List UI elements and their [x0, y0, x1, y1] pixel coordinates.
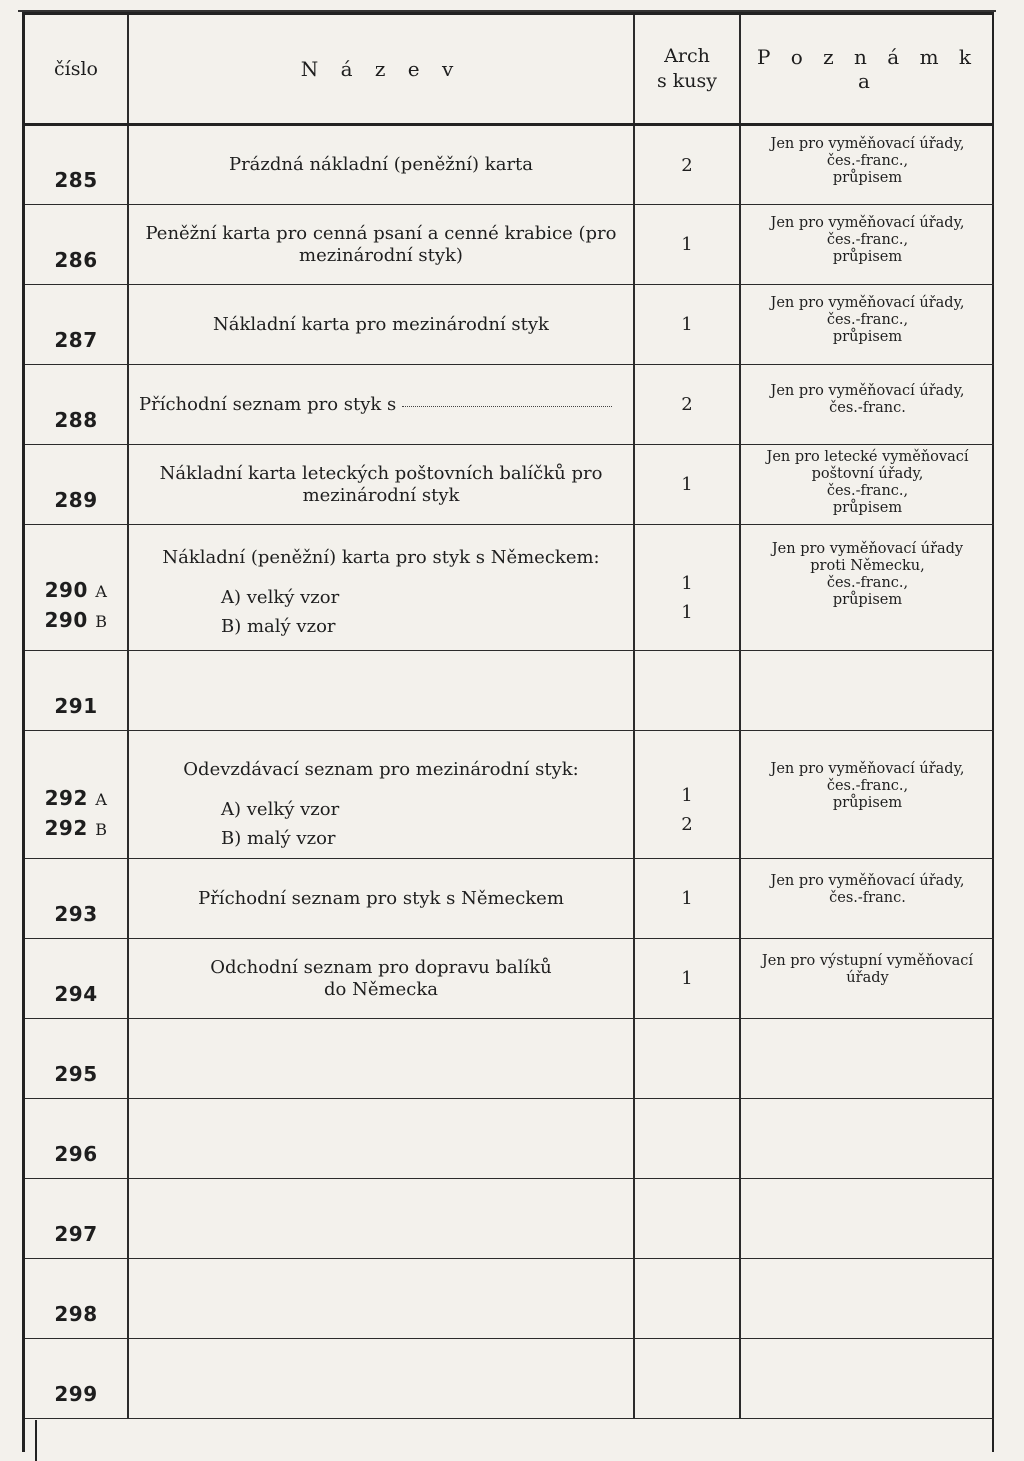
note-line: Jen pro vyměňovací úřady, — [770, 215, 965, 231]
variant-a: A) velký vzor — [221, 587, 340, 608]
row-arch: 1 — [634, 285, 740, 365]
table-row — [25, 859, 994, 939]
row-name — [128, 365, 634, 445]
variant-a: A) velký vzor — [221, 799, 340, 820]
note-line: čes.-franc., — [826, 232, 909, 248]
table-row — [25, 1259, 994, 1339]
note-line: čes.-franc., — [826, 483, 909, 499]
variant-b: B) malý vzor — [221, 616, 336, 637]
note-line: čes.-franc., — [826, 312, 909, 328]
row-number — [25, 525, 128, 651]
row-note — [740, 1259, 994, 1339]
note-line: Jen pro vyměňovací úřady, — [770, 873, 965, 889]
row-note — [740, 445, 994, 525]
row-note — [740, 125, 994, 205]
row-note — [740, 939, 994, 1019]
row-note — [740, 1099, 994, 1179]
note-line: čes.-franc. — [829, 890, 906, 906]
name-line: Odchodní seznam pro dopravu balíků — [210, 956, 552, 978]
table-row — [25, 285, 994, 365]
row-number-b: 290 B — [44, 608, 108, 632]
note-line: úřady — [846, 970, 889, 986]
note-line: čes.-franc. — [829, 400, 906, 416]
row-number-a: 292 A — [44, 786, 108, 810]
row-name — [128, 205, 634, 285]
row-name — [128, 1339, 634, 1419]
row-number-b: 292 B — [44, 816, 108, 840]
name-line: mezinárodní styk) — [299, 244, 463, 266]
row-arch: 1 — [634, 445, 740, 525]
table-row — [25, 445, 994, 525]
name-line: Peněžní karta pro cenná psaní a cenné krabice (pro — [145, 222, 617, 244]
row-name: Příchodní seznam pro styk s Německem — [128, 859, 634, 939]
table-row — [25, 939, 994, 1019]
form-sheet — [22, 12, 994, 1452]
row-name — [128, 1259, 634, 1339]
row-name — [128, 651, 634, 731]
variant-list — [137, 583, 625, 641]
arch-b: 2 — [681, 814, 693, 835]
note-line: průpisem — [832, 795, 903, 811]
row-arch: 1 — [634, 859, 740, 939]
arch-stack — [635, 569, 739, 627]
note-line: Jen pro vyměňovací úřady, — [770, 136, 965, 152]
arch-a: 1 — [681, 573, 693, 594]
header-cislo: číslo — [25, 15, 128, 125]
name-lead: Odevzdávací seznam pro mezinárodní styk: — [183, 759, 579, 780]
row-number: 299 — [25, 1339, 128, 1419]
note-line: Jen pro vyměňovací úřady — [771, 541, 964, 557]
row-number: 297 — [25, 1179, 128, 1259]
table-row — [25, 125, 994, 205]
row-arch: 2 — [634, 365, 740, 445]
row-arch — [634, 525, 740, 651]
row-arch: 1 — [634, 939, 740, 1019]
header-arch — [634, 15, 740, 125]
arch-b: 1 — [681, 602, 693, 623]
row-note — [740, 651, 994, 731]
table-row — [25, 731, 994, 859]
name-line: do Německa — [324, 978, 438, 1000]
row-number: 298 — [25, 1259, 128, 1339]
note-line: průpisem — [832, 500, 903, 516]
row-number: 288 — [25, 365, 128, 445]
arch-a: 1 — [681, 785, 693, 806]
row-note — [740, 205, 994, 285]
header-arch-line2: s kusy — [656, 70, 718, 92]
row-arch — [634, 1259, 740, 1339]
note-line: poštovní úřady, — [811, 466, 924, 482]
row-number-a: 290 A — [44, 578, 108, 602]
row-number: 289 — [25, 445, 128, 525]
row-note — [740, 1339, 994, 1419]
left-margin-rule — [35, 1420, 37, 1461]
row-name — [128, 1019, 634, 1099]
table-row — [25, 1019, 994, 1099]
row-number: 291 — [25, 651, 128, 731]
note-line: průpisem — [832, 170, 903, 186]
row-note — [740, 1179, 994, 1259]
note-line: Jen pro vyměňovací úřady, — [770, 761, 965, 777]
name-text: Příchodní seznam pro styk s — [139, 393, 397, 415]
forms-table — [25, 15, 994, 1419]
header-arch-line1: Arch — [664, 45, 710, 67]
dotted-fill-line — [402, 406, 612, 407]
row-note — [740, 285, 994, 365]
row-arch — [634, 1099, 740, 1179]
note-line: proti Německu, — [810, 558, 925, 574]
row-number: 294 — [25, 939, 128, 1019]
note-line: Jen pro výstupní vyměňovací — [761, 953, 974, 969]
row-note — [740, 731, 994, 859]
table-row — [25, 1339, 994, 1419]
row-arch — [634, 651, 740, 731]
variant-list — [137, 795, 625, 853]
row-arch — [634, 1019, 740, 1099]
name-lead: Nákladní (peněžní) karta pro styk s Německem: — [162, 547, 600, 568]
note-line: průpisem — [832, 592, 903, 608]
header-poznamka: P o z n á m k a — [740, 15, 994, 125]
row-number: 286 — [25, 205, 128, 285]
row-number — [25, 731, 128, 859]
row-number: 295 — [25, 1019, 128, 1099]
row-note — [740, 365, 994, 445]
row-arch — [634, 1179, 740, 1259]
header-row — [25, 15, 994, 125]
row-number: 287 — [25, 285, 128, 365]
note-line: čes.-franc., — [826, 153, 909, 169]
note-line: čes.-franc., — [826, 778, 909, 794]
row-number: 285 — [25, 125, 128, 205]
arch-stack — [635, 781, 739, 839]
note-line: průpisem — [832, 329, 903, 345]
variant-b: B) malý vzor — [221, 828, 336, 849]
table-row — [25, 525, 994, 651]
name-line: Nákladní karta leteckých poštovních balíčků pro — [159, 462, 603, 484]
row-arch: 2 — [634, 125, 740, 205]
row-name: Prázdná nákladní (peněžní) karta — [128, 125, 634, 205]
note-line: Jen pro letecké vyměňovací — [766, 449, 969, 465]
row-note — [740, 525, 994, 651]
row-name — [128, 731, 634, 859]
table-row — [25, 365, 994, 445]
table-row — [25, 1179, 994, 1259]
row-number: 296 — [25, 1099, 128, 1179]
row-number: 293 — [25, 859, 128, 939]
row-name — [128, 939, 634, 1019]
row-note — [740, 1019, 994, 1099]
name-line: mezinárodní styk — [302, 484, 460, 506]
row-name — [128, 445, 634, 525]
row-arch — [634, 1339, 740, 1419]
row-arch: 1 — [634, 205, 740, 285]
row-name — [128, 1099, 634, 1179]
row-name — [128, 525, 634, 651]
note-line: čes.-franc., — [826, 575, 909, 591]
table-row — [25, 651, 994, 731]
header-nazev: N á z e v — [128, 15, 634, 125]
table-row — [25, 205, 994, 285]
row-arch — [634, 731, 740, 859]
note-line: průpisem — [832, 249, 903, 265]
row-name — [128, 1179, 634, 1259]
table-row — [25, 1099, 994, 1179]
row-note — [740, 859, 994, 939]
row-name: Nákladní karta pro mezinárodní styk — [128, 285, 634, 365]
note-line: Jen pro vyměňovací úřady, — [770, 383, 965, 399]
note-line: Jen pro vyměňovací úřady, — [770, 295, 965, 311]
